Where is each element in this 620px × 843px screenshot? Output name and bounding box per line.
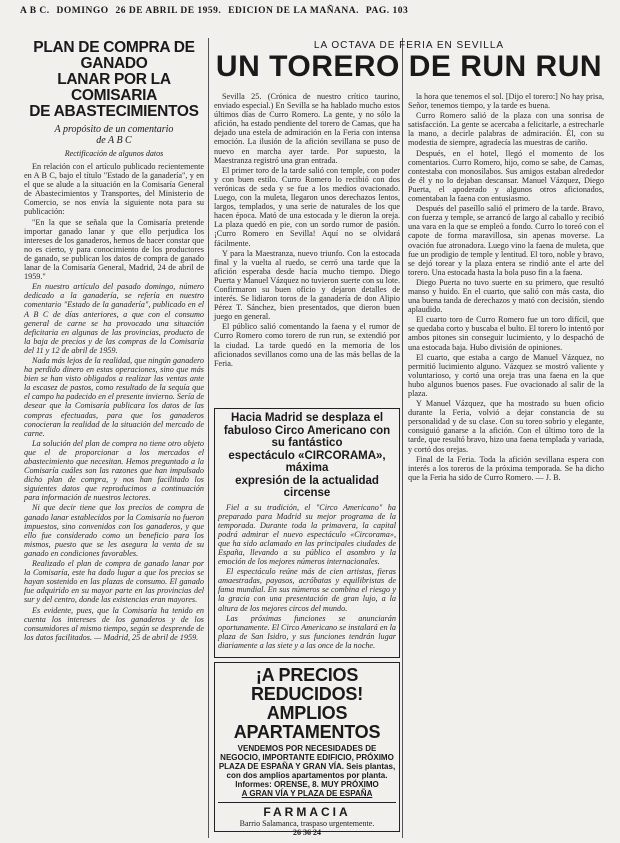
paragraph: Curro Romero salió de la plaza con una sonrisa de satisfacción. La gente se acercaba a felicitarle, a estrecharle la mano, a decirle palabras de admiración. Él, con su modestia de siempre, agradecía las muestras de cariño. bbox=[408, 111, 604, 148]
pharmacy-ad bbox=[218, 802, 396, 837]
paragraph: El público salió comentando la faena y el rumor de Curro Romero como torero de run run, se extendió por la ciudad. La tarde quedó en la memoria de los aficionados sevillanos como una de las más bellas de la Feria. bbox=[214, 322, 400, 368]
paragraph: la hora que tenemos el sol. [Dijo el torero:] No hay prisa, Señor, tenemos tiempo, y la tarde es buena. bbox=[408, 92, 604, 111]
right-article bbox=[408, 92, 604, 837]
paragraph: "En la que se señala que la Comisaría pretende importar ganado lanar y que ello perjudica los intereses de los ganaderos, hemos de hacer constar que no es cierto, y para conocimiento de los productores de ganado, se publican los datos de compra de ganado lanar de la Comisaría General, Madrid, 24 de abril de 1959." bbox=[24, 217, 204, 282]
newspaper-name: A B C. bbox=[20, 6, 50, 16]
paragraph: El espectáculo reúne más de cien artistas, fieras amaestradas, payasos, acróbatas y equilibristas de fama mundial. En sus números se combina el riesgo y la gracia con una presentación de gran lujo, a la altura de los mejores circos del mundo. bbox=[218, 567, 396, 613]
paragraph: Final de la Feria. Toda la afición sevillana espera con interés a los toreros de la próxima temporada. Se ha dicho que la Feria ha sido de Curro Romero. — J. B. bbox=[408, 454, 604, 482]
center-article-body bbox=[214, 92, 400, 402]
paragraph: La solución del plan de compra no tiene otro objeto que el de proporcionar a los mercados el abastecimiento que necesitan. Hemos preguntado a la Comisaría cuáles son las razones que han impulsado dicho plan de compra, y nos han facilitado los siguientes datos que reproducimos a continuación para información de nuestros lectores. bbox=[24, 438, 204, 503]
center-article-kicker: LA OCTAVA DE FERIA EN SEVILLA bbox=[313, 40, 505, 51]
circus-headline: Hacia Madrid se desplaza el fabuloso Circo Americano con su fantástico espectáculo «CIRCORAMA», máxima expresión de la actualidad circense bbox=[223, 412, 391, 499]
paragraph: Después del paseíllo salió el primero de la tarde. Bravo, con fuerza y temple, se arrancó de largo al caballo y recibió una vara en la que se empleó a fondo. Curro lo toreó con el capote de forma maravillosa, sin apenas moverse. La ovación fue atronadora. Luego vino la faena de muleta, que fue un prodigio de temple y lentitud. El toro, noble y bravo, se dejó torear y la plaza entera se rindió ante el arte del torero. Una estocada hasta la bola puso fin a la faena. bbox=[408, 204, 604, 277]
ad-text: VENDEMOS POR NECESIDADES DE NEGOCIO, IMPORTANTE EDIFICIO, PRÓXIMO PLAZA DE ESPAÑA Y GRAN VÍA. Seis plantas, con dos amplios apartamentos por planta. Informes: ORENSE, 8. MUY PRÓXIMO bbox=[218, 744, 396, 789]
header-page: PAG. 103 bbox=[365, 6, 409, 16]
paragraph: Las próximas funciones se anunciarán oportunamente. El Circo Americano se instalará en la plaza de San Isidro, y sus funciones tendrán lugar diariamente a las siete y a las once de la noche. bbox=[218, 613, 396, 650]
pharmacy-text: Barrio Salamanca, traspaso urgentemente. bbox=[239, 819, 375, 828]
pharmacy-phone: 26 36 24 bbox=[293, 828, 321, 837]
page-header bbox=[20, 6, 606, 22]
center-article-headline: UN TORERO DE RUN RUN bbox=[215, 50, 603, 83]
paragraph: Y Manuel Vázquez, que ha mostrado su buen oficio durante la Feria, volvió a dejar constancia de su personalidad y de su clase. Con su toreo sobrio y elegante, consiguió ganarse a la afición. Con el último toro de la tarde, que resultó bravo, hizo una faena templada y variada, y cortó dos orejas. bbox=[408, 399, 604, 454]
paragraph: Nada más lejos de la realidad, que ningún ganadero ha perdido dinero en estas operaciones, sino que más bien se han visto obligados a realizar las ventas ante la escasez de pastos, como resultado de la sequía que el campo ha padecido en el presente invierno. Sería de desear que la Comisaría publicara los datos de las compras efectuadas, para que los ganaderos conocieran la realidad de la situación del mercado de carne. bbox=[24, 355, 205, 438]
paragraph: En nuestro artículo del pasado domingo, número dedicado a la ganadería, se refería en nuestro comentario "Estado de la ganadería", publicado en el A B C de días anteriores, a que con el consumo general de carne se ha provocado una situación deficitaria en algunas de las provincias, producto de la baja de precios y de las compras de la Comisaría del 11 y 12 de abril de 1959. bbox=[24, 282, 204, 355]
center-article-header bbox=[214, 40, 604, 92]
ad-line2: AMPLIOS APARTAMENTOS bbox=[233, 703, 381, 742]
paragraph: El primer toro de la tarde salió con temple, con poder y con buen estilo. Curro Romero lo recibió con dos verónicas de seda y se fue a los medios ovacionado. Luego, con la muleta, llegaron unos derechazos lentos, largos, templados, y una serie de naturales de los que hacen época. Mató de una estocada y le dieron la oreja. La plaza quedó en pie, con un sordo rumor de pasión. ¡Curro Romero en Sevilla! Aquí no se olvidará fácilmente. bbox=[214, 165, 400, 248]
circus-box bbox=[214, 408, 400, 658]
paragraph: Diego Puerta no tuvo suerte en su primero, que resultó manso y huido. En el cuarto, que salió con más casta, dio una buena tanda de derechazos y mató con decisión, siendo aplaudido. bbox=[408, 277, 604, 315]
paragraph: Y para la Maestranza, nuevo triunfo. Con la estocada final y la vuelta al ruedo, se cerró una tarde que la afición esperaba desde hacía mucho tiempo. Diego Puerta y Manuel Vázquez no tuvieron suerte con su lote. Confirmaron su buen oficio y dejaron detalles de interés. Se lidiaron toros de la ganadería de don Alipio Pérez T. Sánchez, bien presentados, que dieron buen juego en general. bbox=[214, 248, 400, 322]
paragraph: Es evidente, pues, que la Comisaría ha tenido en cuenta los intereses de los ganaderos y de los consumidores al mismo tiempo, según se desprende de los datos facilitados. — Madrid, 25 de abril de 1959. bbox=[24, 605, 204, 642]
paragraph: Fiel a su tradición, el "Circo Americano" ha preparado para Madrid su mejor programa de la temporada. Durante toda la primavera, la capital podrá admirar el nuevo espectáculo «Circorama», que ha sido aclamado en las principales ciudades de España, llevando a su público el asombro y la emoción de los mejores números internacionales. bbox=[218, 502, 396, 567]
left-article-subdeck: Rectificación de algunos datos bbox=[64, 149, 164, 158]
paragraph: Sevilla 25. (Crónica de nuestro crítico taurino, enviado especial.) En Sevilla se ha hablado mucho estos últimos días de Curro Romero. La gente, y no sólo la afición, ha estado pendiente del torero de Camas, que ha dejado una estela de admiración en la Feria con intensa emoción. La ilusión de la afición sevillana se puso de nuevo en marcha ayer tarde. Por supuesto, la Maestranza registró una gran entrada. bbox=[214, 92, 400, 165]
apartments-ad bbox=[214, 662, 400, 837]
ad-line1: ¡A PRECIOS REDUCIDOS! bbox=[250, 665, 363, 704]
paragraph: El cuarto toro de Curro Romero fue un toro difícil, que se quedaba corto y buscaba el bulto. El torero lo intentó por ambos pitones sin conseguir lucimiento, y lo despachó de una estocada baja. Hubo división de opiniones. bbox=[408, 315, 604, 352]
pharmacy-title: FARMACIA bbox=[263, 805, 351, 819]
column-divider bbox=[208, 38, 209, 838]
paragraph: Realizado el plan de compra de ganado lanar por la Comisaría, este ha dado lugar a que los precios se hayan sostenido en las plazas de consumo. El ganado fue adquirido en su mayor parte en las provincias del sur y del centro, donde las existencias eran mayores. bbox=[24, 559, 204, 605]
left-article-deck: A propósito de un comentario de A B C bbox=[54, 124, 174, 146]
paragraph: En relación con el artículo publicado recientemente en A B C, bajo el título "Estado de la ganadería", y en el que se alude a la situación en la Comisaría General de Abastecimientos y Transportes, del Ministerio de Comercio, se nos envía la siguiente nota para su publicación: bbox=[24, 162, 204, 217]
paragraph: Después, en el hotel, llegó el momento de los comentarios. Curro Romero, hijo, como se sabe, de Camas, contestaba con monosílabos. Sus amigos estaban alrededor de él y no lo dejaban descansar. Manuel Vázquez, Diego Puerta, el apoderado y algunos otros aficionados, comentaban la faena con entusiasmo. bbox=[408, 148, 604, 204]
left-article bbox=[24, 40, 204, 840]
header-date: 26 DE ABRIL DE 1959. bbox=[115, 6, 222, 16]
left-article-headline: PLAN DE COMPRA DE GANADO LANAR POR LA COMISARIA DE ABASTECIMIENTOS bbox=[29, 39, 199, 120]
header-day: DOMINGO bbox=[56, 6, 109, 16]
ad-highlight: A GRAN VÍA Y PLAZA DE ESPAÑA bbox=[241, 789, 373, 798]
column-divider bbox=[402, 38, 403, 838]
header-edition: EDICION DE LA MAÑANA. bbox=[228, 6, 360, 16]
paragraph: Ni que decir tiene que los precios de compra de ganado lanar establecidos por la Comisaría no fueron impuestos, sino convenidos con los ganaderos, y que ello fue considerado como un beneficio para los mismos, puesto que se les asegura la venta de su ganado en condiciones favorables. bbox=[24, 503, 204, 558]
paragraph: El cuarto, que estaba a cargo de Manuel Vázquez, no permitió lucimiento alguno. Vázquez se mostró valiente y voluntarioso, y cortó una oreja tras una faena en la que hubo algunos buenos pases. Fue ovacionado al salir de la plaza. bbox=[408, 352, 604, 398]
